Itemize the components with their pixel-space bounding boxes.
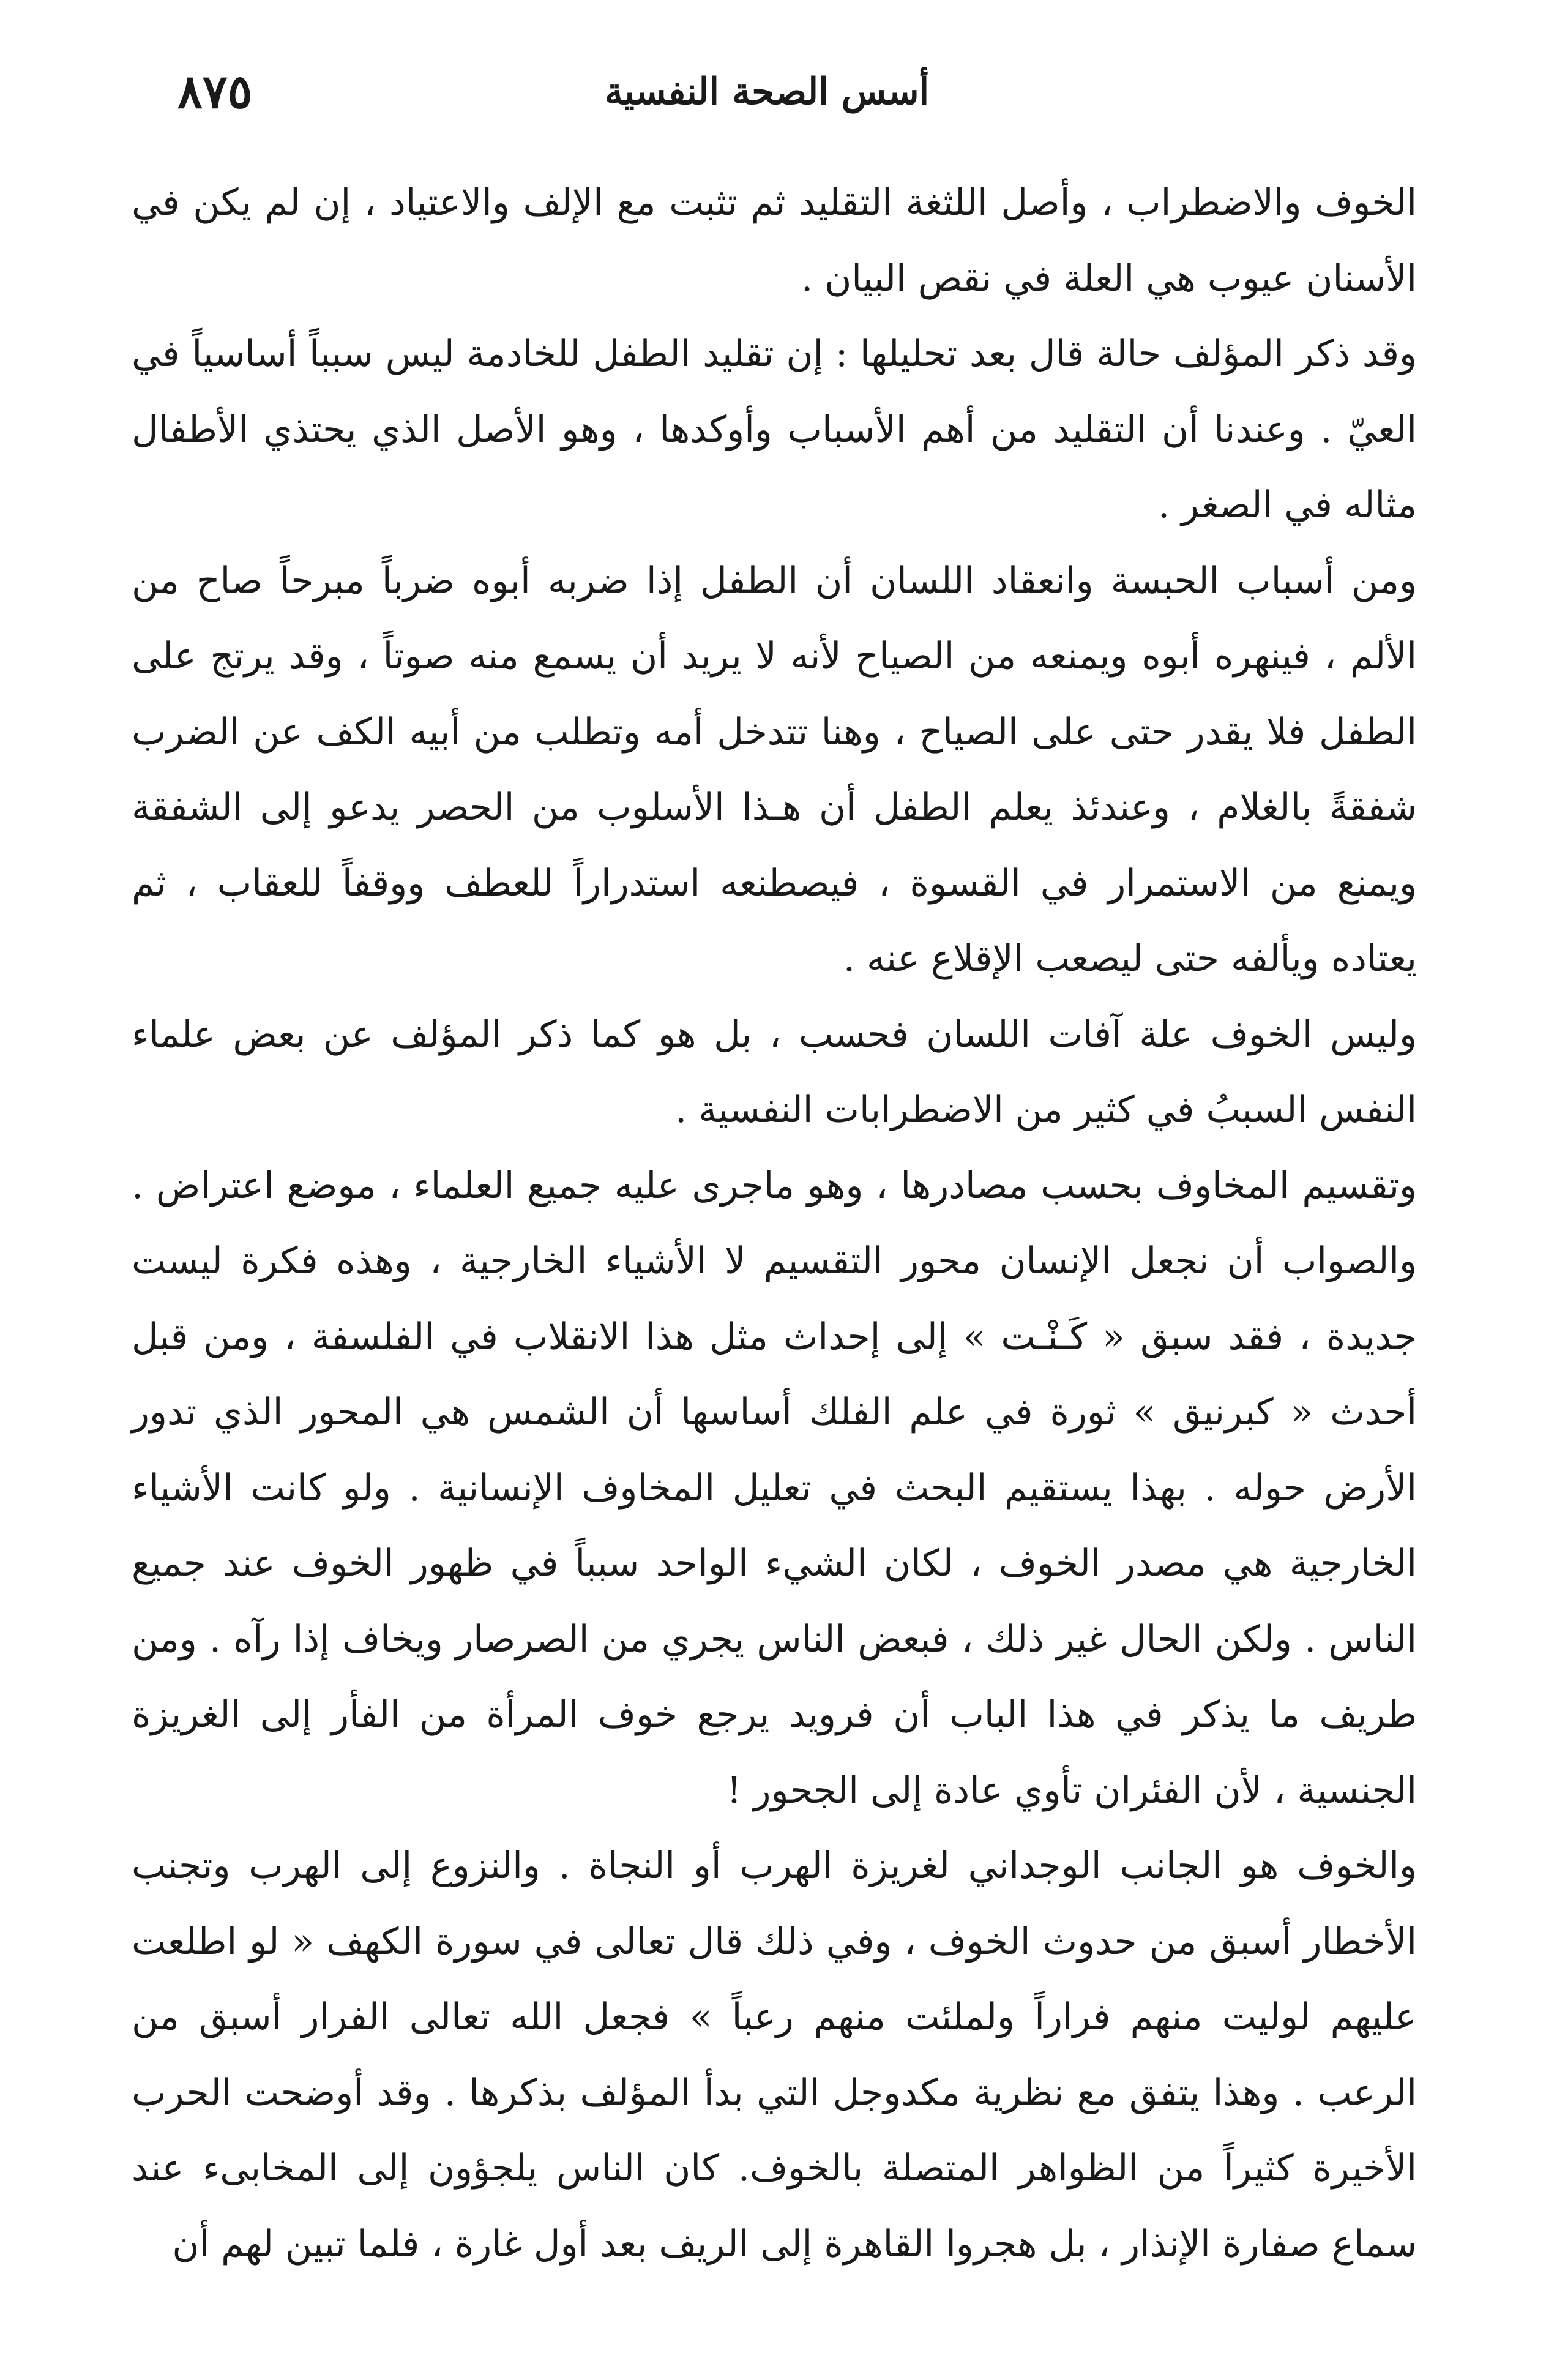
paragraph-6: والخوف هو الجانب الوجداني لغريزة الهرب أو النجاة . والنزوع إلى الهرب وتجنب الأخطار أسبق من حدوث الخوف ، وفي ذلك قال تعالى في سورة الكهف « لو اطلعت عليهم لوليت منهم فراراً ولملئت منهم رعباً » فجعل الله تعالى الفرار أسبق من الرعب . وهذا يتفق مع نظرية مكدوجل التي بدأ المؤلف بذكرها . وقد أوضحت الحرب الأخيرة كثيراً من الظواهر المتصلة بالخوف. كان الناس يلجؤون إلى المخابىء عند سماع صفارة الإنذار ، بل هجروا القاهرة إلى الريف بعد أول غارة ، فلما تبين لهم أن (132, 1844, 1417, 2266)
paragraph-4: وليس الخوف علة آفات اللسان فحسب ، بل هو كما ذكر المؤلف عن بعض علماء النفس السببُ في كثير من الاضطرابات النفسية . (132, 1012, 1417, 1131)
running-title: أسس الصحة النفسية (604, 70, 930, 113)
paragraph-5: وتقسيم المخاوف بحسب مصادرها ، وهو ماجرى عليه جميع العلماء ، موضع اعتراض . والصواب أن نجعل الإنسان محور التقسيم لا الأشياء الخارجية ، وهذه فكرة ليست جديدة ، فقد سبق « كَـنْـت » إلى إحداث مثل هذا الانقلاب في الفلسفة ، ومن قبل أحدث « كبرنيق » ثورة في علم الفلك أساسها أن الشمس هي المحور الذي تدور الأرض حوله . بهذا يستقيم البحث في تعليل المخاوف الإنسانية . ولو كانت الأشياء الخارجية هي مصدر الخوف ، لكان الشيء الواحد سبباً في ظهور الخوف عند جميع الناس . ولكن الحال غير ذلك ، فبعض الناس يجري من الصرصار ويخاف إذا رآه . ومن طريف ما يذكر في هذا الباب أن فرويد يرجع خوف المرأة من الفأر إلى الغريزة الجنسية ، لأن الفئران تأوي عادة إلى الجحور ! (132, 1164, 1417, 1812)
paragraph-1: الخوف والاضطراب ، وأصل اللثغة التقليد ثم تثبت مع الإلف والاعتياد ، إن لم يكن في الأسنان عيوب هي العلة في نقص البيان . (132, 181, 1417, 300)
page-number: ٨٧٥ (177, 64, 253, 119)
paragraph-3: ومن أسباب الحبسة وانعقاد اللسان أن الطفل إذا ضربه أبوه ضرباً مبرحاً صاح من الألم ، فينهره أبوه ويمنعه من الصياح لأنه لا يريد أن يسمع منه صوتاً ، وقد يرتج على الطفل فلا يقدر حتى على الصياح ، وهنا تتدخل أمه وتطلب من أبيه الكف عن الضرب شفقةً بالغلام ، وعندئذ يعلم الطفل أن هـذا الأسلوب من الحصر يدعو إلى الشفقة ويمنع من الاستمرار في القسوة ، فيصطنعه استدراراً للعطف ووقفاً للعقاب ، ثم يعتاده ويألفه حتى ليصعب الإقلاع عنه . (132, 559, 1417, 980)
page-header (122, 58, 1411, 132)
paragraph-2: وقد ذكر المؤلف حالة قال بعد تحليلها : إن تقليد الطفل للخادمة ليس سبباً أساسياً في العيّ . وعندنا أن التقليد من أهم الأسباب وأوكدها ، وهو الأصل الذي يحتذي الأطفال مثاله في الصغر . (132, 332, 1417, 526)
body-text (132, 165, 1417, 2282)
